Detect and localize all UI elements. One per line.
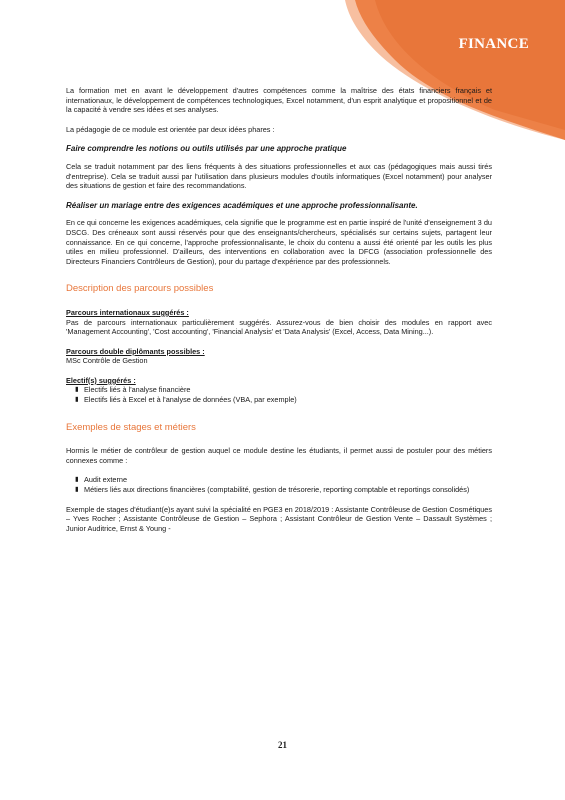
pedagogy-idea-2: Réaliser un mariage entre des exigences académiques et une approche professionnalisante. [66,200,418,210]
electifs-list [66,385,492,404]
list-item: ▮ Electifs liés à Excel et à l'analyse de données (VBA, par exemple) [75,395,297,405]
stages-intro: Hormis le métier de contrôleur de gestion auquel ce module destine les étudiants, il permet aussi de postuler pour des métiers connexes comme : [66,446,492,465]
bullet-icon: ▮ [75,396,79,404]
list-item: ▮ Audit externe [75,475,127,485]
electifs-title: Electif(s) suggérés : [66,375,136,385]
pedagogy-intro: La pédagogie de ce module est orientée par deux idées phares : [66,124,275,134]
stages-heading: Exemples de stages et métiers [66,421,196,433]
pedagogy-paragraph-2: En ce qui concerne les exigences académiques, cela signifie que le programme est en partie inspiré de l'unité d'enseignement 3 du DSCG. Des créneaux sont aussi réservés pour que des enseignants/chercheurs, spécialisés sur certains sujets, partagent leur connaissance. En ce qui concerne, l'approche professionnalisante, le choix du contenu a aussi été orienté par les outils les plus utiles en milieu professionnel. D'ailleurs, des interventions en collaboration avec la DFCG (association professionnelle des Directeurs Financiers Contrôleurs de Gestion), pour du partage d'expérience par des professionnels. [66,218,492,266]
parcours-heading: Description des parcours possibles [66,283,214,295]
metiers-list [66,475,492,494]
list-item: ▮ Métiers liés aux directions financières (comptabilité, gestion de trésorerie, reporting comptable et reportings consolidés) [75,485,470,495]
intl-text: Pas de parcours internationaux particulièrement suggérés. Assurez-vous de bien choisir des modules en rapport avec 'Management Accounting', 'Cost accounting', 'Financial Analysis' et 'Data Analysis' (Excel, Access, Data Mining...). [66,317,492,337]
bullet-icon: ▮ [75,486,79,494]
double-title: Parcours double diplômants possibles : [66,346,205,356]
pedagogy-paragraph-1: Cela se traduit notamment par des liens fréquents à des situations professionnelles et aux cas (pédagogiques mais aussi tirés d'entreprise). Cela se traduit aussi par l'utilisation dans plusieurs modules d'outils informatiques (Excel notamment) pour analyser des situations de gestion et faire des recommandations. [66,161,492,191]
bullet-icon: ▮ [75,386,79,394]
bullet-icon: ▮ [75,476,79,484]
double-text: MSc Contrôle de Gestion [66,356,148,366]
pedagogy-idea-1: Faire comprendre les notions ou outils utilisés par une approche pratique [66,144,347,154]
intro-paragraph: La formation met en avant le développement d'autres compétences comme la maîtrise des états financiers français et internationaux, le développement de compétences technologiques, Excel notamment, d'un esprit analytique et propositionnel et de la capacité à vendre ses idées et ses analyses. [66,86,492,115]
page-number: 21 [278,740,287,750]
page-content [66,86,492,543]
intl-title: Parcours internationaux suggérés : [66,307,189,317]
section-title: FINANCE [458,36,529,52]
list-item: ▮ Electifs liés à l'analyse financière [75,385,191,395]
stages-examples: Exemple de stages d'étudiant(e)s ayant suivi la spécialité en PGE3 en 2018/2019 : Assistante Contrôleuse de Gestion Cosmétiques – Yves Rocher ; Assistante Contrôleuse de Gestion – Sephora ; Assistant Contrôleur de Gestion Vente – Dassault Systèmes ; Junior Auditrice, Ernst & Young - [66,504,492,533]
